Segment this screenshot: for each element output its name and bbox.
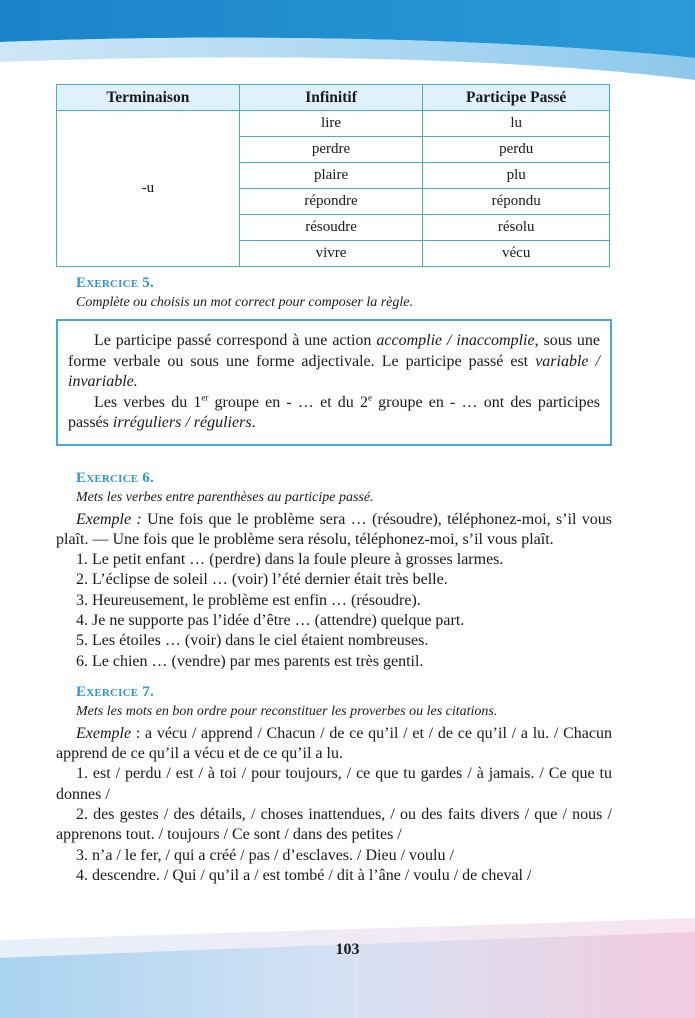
rule-text: , sous une forme verbale ou sous une forme adjectivale. Le participe passé est [68, 332, 601, 370]
top-decorative-band [0, 0, 695, 90]
exercise-6-example [56, 510, 612, 551]
rule-paragraph-2 [68, 393, 600, 434]
rule-text: Le participe passé correspond à une action [94, 332, 377, 349]
rule-paragraph-1 [68, 331, 600, 393]
rule-choice: irréguliers / réguliers [112, 414, 252, 431]
superscript: er [201, 392, 209, 403]
list-item: 1. est / perdu / est / à toi / pour toujours, / ce que tu gardes / à jamais. / Ce que tu donnes / [56, 765, 612, 803]
rule-choice: variable / invariable. [68, 352, 601, 390]
page-number: 103 [335, 941, 360, 958]
exercise-7-title: Exercice 7. [76, 683, 154, 700]
bottom-decorative-band [0, 918, 695, 1018]
example-text: : a vécu / apprend / Chacun / de ce qu’il / et / de ce qu’il / a lu. / Chacun apprend de ce qu’il a vécu et de ce qu’il a lu. [56, 724, 612, 763]
page-content [56, 84, 612, 886]
rule-text: . [251, 414, 256, 431]
participle-cell: vécu [423, 241, 610, 267]
list-item: 1. Le petit enfant … (perdre) dans la foule pleure à grosses larmes. [76, 551, 504, 569]
list-item: 4. descendre. / Qui / qu’il a / est tombé / dit à l’âne / voulu / de cheval / [76, 866, 532, 884]
termination-cell: -u [57, 111, 240, 267]
participle-cell: perdu [423, 137, 610, 163]
exercise-5-instruction: Complète ou choisis un mot correct pour composer la règle. [76, 295, 413, 310]
participle-cell: résolu [423, 215, 610, 241]
rule-text: groupe en - … et du 2 [208, 393, 368, 411]
superscript: e [367, 392, 372, 403]
exercise-6-title: Exercice 6. [76, 469, 154, 486]
list-item: 2. des gestes / des détails, / choses inattendues, / ou des faits divers / que / nous / apprenons tout. / toujours / Ce sont / dans des petites / [56, 806, 612, 844]
participle-cell: lu [423, 111, 610, 137]
table-row [57, 111, 610, 137]
infinitive-cell: résoudre [239, 215, 423, 241]
rule-choice: accomplie / inaccomplie [376, 332, 535, 349]
list-item: 3. n’a / le fer, / qui a créé / pas / d’esclaves. / Dieu / voulu / [76, 846, 454, 864]
list-item: 2. L’éclipse de soleil … (voir) l’été dernier était très belle. [76, 571, 448, 589]
infinitive-cell: lire [239, 111, 423, 137]
header-infinitif: Infinitif [239, 85, 423, 111]
rule-text: Les verbes du 1 [94, 393, 202, 411]
exercise-7-example [56, 724, 612, 765]
participle-cell: répondu [423, 189, 610, 215]
list-item: 4. Je ne supporte pas l’idée d’être … (attendre) quelque part. [76, 611, 465, 629]
header-participe-passe: Participe Passé [423, 85, 610, 111]
infinitive-cell: perdre [239, 137, 423, 163]
exercise-5-title: Exercice 5. [76, 275, 154, 291]
example-label: Exemple [76, 724, 132, 742]
infinitive-cell: vivre [239, 241, 423, 267]
rule-box [56, 319, 612, 446]
participle-table [56, 84, 610, 267]
exercise-7-instruction: Mets les mots en bon ordre pour reconstituer les proverbes ou les citations. [76, 703, 498, 719]
infinitive-cell: plaire [239, 163, 423, 189]
participle-cell: plu [423, 163, 610, 189]
example-text: Une fois que le problème sera … (résoudre), téléphonez-moi, s’il vous plaît. — Une fois que le problème sera résolu, téléphonez-moi, s’il vous plaît. [56, 510, 613, 548]
rule-text: groupe en - … ont des participes passés [68, 393, 601, 431]
header-terminaison: Terminaison [57, 85, 240, 111]
exercise-6-instruction: Mets les verbes entre parenthèses au participe passé. [76, 489, 374, 505]
infinitive-cell: répondre [239, 189, 423, 215]
table-header-row [57, 85, 610, 111]
exercise-7-body [56, 724, 612, 886]
list-item: 3. Heureusement, le problème est enfin … (résoudre). [76, 591, 421, 609]
example-label: Exemple : [76, 510, 142, 528]
exercise-6-body [56, 510, 612, 672]
list-item: 6. Le chien … (vendre) par mes parents est très gentil. [76, 652, 424, 670]
list-item: 5. Les étoiles … (voir) dans le ciel étaient nombreuses. [76, 632, 429, 650]
